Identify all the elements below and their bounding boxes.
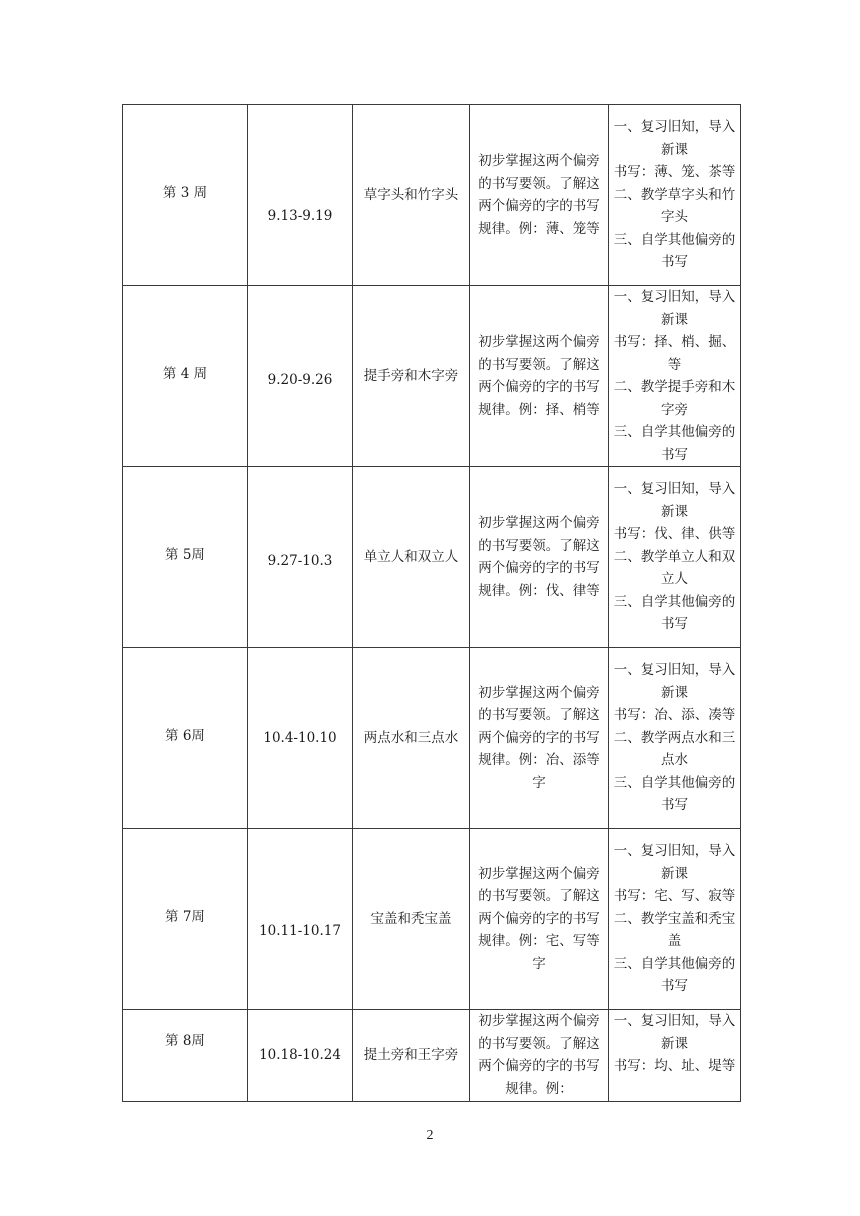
goal-cell: 初步掌握这两个偏旁的书写要领。了解这两个偏旁的字的书写规律。例：	[470, 1010, 609, 1102]
step-line: 二、教学草字头和竹字头	[613, 186, 736, 226]
page-number: 2	[426, 1128, 434, 1143]
date-cell: 9.20-9.26	[248, 286, 353, 467]
topic-cell: 两点水和三点水	[353, 648, 470, 829]
topic-cell: 提手旁和木字旁	[353, 286, 470, 467]
table-row	[123, 1010, 741, 1102]
week-cell: 第 6周	[123, 648, 248, 829]
step-line: 书写：择、梢、掘、等	[613, 334, 736, 373]
table-row	[123, 286, 741, 467]
topic-cell: 提土旁和王字旁	[353, 1010, 470, 1102]
step-line: 一、复习旧知，导入新课	[613, 119, 736, 158]
goal-cell: 初步掌握这两个偏旁的书写要领。了解这两个偏旁的字的书写规律。例：宅、写等字	[470, 829, 609, 1010]
week-cell: 第 5周	[123, 467, 248, 648]
steps-cell	[609, 1010, 741, 1102]
topic-cell: 宝盖和秃宝盖	[353, 829, 470, 1010]
date-cell: 10.4-10.10	[248, 648, 353, 829]
step-line: 一、复习旧知，导入新课	[613, 662, 736, 701]
steps-cell	[609, 286, 741, 467]
week-cell: 第 7周	[123, 829, 248, 1010]
step-line: 一、复习旧知，导入新课	[613, 843, 736, 882]
date-cell: 10.18-10.24	[248, 1010, 353, 1102]
step-line: 书写：伐、律、供等	[613, 526, 736, 543]
step-line: 二、教学宝盖和秃宝盖	[613, 910, 736, 950]
step-line: 二、教学提手旁和木字旁	[613, 379, 736, 418]
step-line: 一、复习旧知，导入新课	[613, 481, 736, 520]
week-cell: 第 3 周	[123, 105, 248, 286]
table-row	[123, 105, 741, 286]
date-cell: 9.13-9.19	[248, 105, 353, 286]
steps-cell	[609, 467, 741, 648]
topic-cell: 单立人和双立人	[353, 467, 470, 648]
step-line: 书写：冶、添、凑等	[613, 707, 736, 724]
step-line: 二、教学两点水和三点水	[613, 729, 736, 769]
goal-cell: 初步掌握这两个偏旁的书写要领。了解这两个偏旁的字的书写规律。例：薄、笼等	[470, 105, 609, 286]
goal-cell: 初步掌握这两个偏旁的书写要领。了解这两个偏旁的字的书写规律。例：冶、添等字	[470, 648, 609, 829]
step-line: 三、自学其他偏旁的书写	[613, 231, 736, 271]
step-line: 一、复习旧知，导入新课	[613, 1013, 736, 1052]
date-cell: 9.27-10.3	[248, 467, 353, 648]
goal-cell: 初步掌握这两个偏旁的书写要领。了解这两个偏旁的字的书写规律。例：伐、律等	[470, 467, 609, 648]
step-line: 一、复习旧知，导入新课	[613, 289, 736, 328]
week-cell: 第 8周	[123, 1010, 248, 1102]
step-line: 三、自学其他偏旁的书写	[613, 593, 736, 633]
teaching-plan-table	[122, 104, 741, 1102]
step-line: 二、教学单立人和双立人	[613, 548, 736, 588]
step-line: 书写：均、址、堤等	[613, 1058, 736, 1074]
steps-cell	[609, 105, 741, 286]
table-row	[123, 648, 741, 829]
table-row	[123, 467, 741, 648]
step-line: 书写：宅、写、寂等	[613, 888, 736, 905]
step-line: 三、自学其他偏旁的书写	[613, 774, 736, 814]
table-row	[123, 829, 741, 1010]
steps-cell	[609, 829, 741, 1010]
steps-cell	[609, 648, 741, 829]
step-line: 书写：薄、笼、茶等	[613, 164, 736, 181]
week-cell: 第 4 周	[123, 286, 248, 467]
step-line: 三、自学其他偏旁的书写	[613, 955, 736, 995]
topic-cell: 草字头和竹字头	[353, 105, 470, 286]
goal-cell: 初步掌握这两个偏旁的书写要领。了解这两个偏旁的字的书写规律。例：择、梢等	[470, 286, 609, 467]
step-line: 三、自学其他偏旁的书写	[613, 424, 736, 463]
date-cell: 10.11-10.17	[248, 829, 353, 1010]
